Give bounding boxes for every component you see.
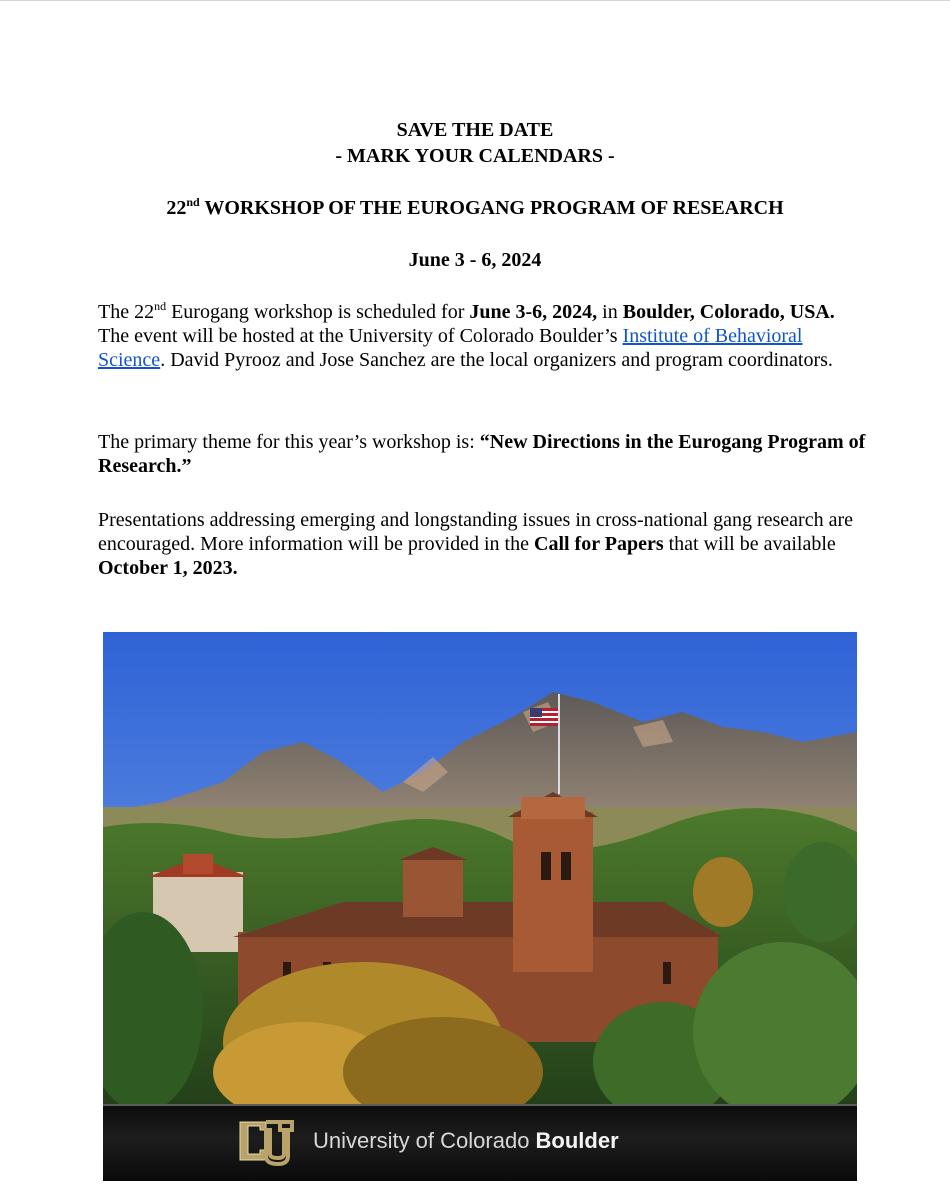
campus-scene-illustration bbox=[103, 632, 857, 1104]
intro-text-5: . David Pyrooz and Jose Sanchez are the local organizers and program coordinators. bbox=[160, 349, 833, 371]
intro-text-2: Eurogang workshop is scheduled for bbox=[166, 301, 470, 323]
intro-text-4: The event will be hosted at the University of Colorado Boulder’s bbox=[98, 325, 623, 347]
theme-title-bold: “New Directions in the Eurogang Program of Research.” bbox=[98, 431, 866, 477]
presentations-paragraph bbox=[98, 508, 868, 580]
presentations-text-1: Presentations addressing emerging and longstanding issues in cross-national gang research are encouraged. More information will be provided in the bbox=[98, 509, 853, 555]
university-banner bbox=[103, 1104, 857, 1181]
presentations-text-2: that will be available bbox=[663, 533, 836, 555]
intro-location-bold: Boulder, Colorado, USA. bbox=[622, 301, 835, 323]
intro-paragraph bbox=[98, 300, 868, 372]
us-flag bbox=[530, 708, 558, 726]
intro-text-3: in bbox=[597, 301, 623, 323]
intro-ordinal-suffix: nd bbox=[154, 299, 167, 313]
mark-calendars-heading: - MARK YOUR CALENDARS - bbox=[335, 145, 615, 167]
save-the-date-heading: SAVE THE DATE bbox=[396, 119, 554, 141]
call-for-papers-bold: Call for Papers bbox=[534, 533, 664, 555]
workshop-number-suffix: nd bbox=[186, 195, 200, 209]
institute-link[interactable]: Institute of Behavioral Science bbox=[98, 325, 803, 371]
campus-photo bbox=[103, 632, 857, 1181]
intro-text-1: The 22 bbox=[98, 301, 155, 323]
intro-dates-bold: June 3-6, 2024, bbox=[469, 301, 598, 323]
university-name-bold: Boulder bbox=[535, 1128, 619, 1153]
theme-paragraph bbox=[98, 430, 868, 478]
page-top-border bbox=[0, 0, 950, 1]
workshop-title-text: WORKSHOP OF THE EUROGANG PROGRAM OF RESEARCH bbox=[199, 197, 784, 219]
cu-logo-icon bbox=[236, 1114, 296, 1170]
workshop-title bbox=[0, 196, 950, 220]
workshop-dates: June 3 - 6, 2024 bbox=[408, 249, 542, 271]
banner-top-edge bbox=[103, 1104, 857, 1106]
university-name bbox=[313, 1128, 619, 1154]
university-name-regular: University of Colorado bbox=[313, 1128, 536, 1153]
workshop-number: 22 bbox=[166, 197, 187, 219]
theme-text: The primary theme for this year’s workshop is: bbox=[98, 431, 480, 453]
availability-date-bold: October 1, 2023. bbox=[98, 557, 238, 579]
